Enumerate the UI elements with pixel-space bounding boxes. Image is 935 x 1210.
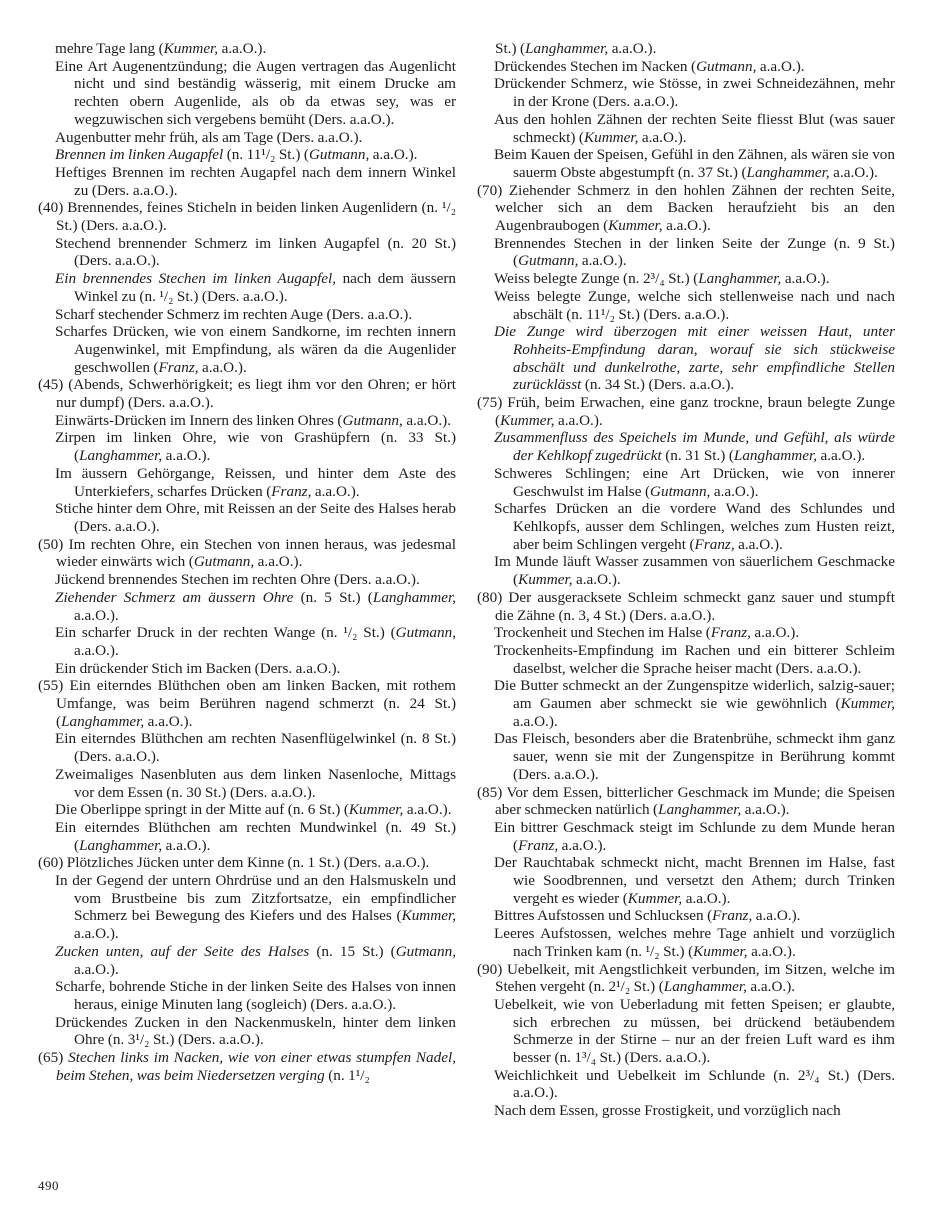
numbered-symptom-entry: (70) Ziehender Schmerz in den hohlen Zähnen der rechten Seite, welcher sich an dem Backen heraufzieht bis an den Augenbraubogen (Kummer, a.a.O.). — [477, 181, 895, 235]
symptom-entry: Brennen im linken Augapfel (n. 11¹/₂ St.) (Gutmann, a.a.O.). — [55, 146, 418, 164]
symptom-entry: Trockenheits-Empfindung im Rachen und ein bitterer Schleim daselbst, welcher die Sprache heiser macht (Ders. a.a.O.). — [494, 641, 895, 677]
symptom-entry: Jückend brennendes Stechen im rechten Ohre (Ders. a.a.O.). — [55, 571, 420, 589]
column-left — [38, 40, 456, 1120]
symptom-entry: Ein eiterndes Blüthchen am rechten Nasenflügelwinkel (n. 8 St.) (Ders. a.a.O.). — [55, 730, 456, 766]
symptom-entry: Ein drückender Stich im Backen (Ders. a.a.O.). — [55, 659, 341, 677]
symptom-entry: Schweres Schlingen; eine Art Drücken, wie von innerer Geschwulst im Halse (Gutmann, a.a.O.). — [494, 464, 895, 500]
numbered-symptom-entry: (50) Im rechten Ohre, ein Stechen von innen heraus, was jedesmal wieder einwärts wich (Gutmann, a.a.O.). — [38, 535, 456, 571]
symptom-entry: Ein scharfer Druck in der rechten Wange (n. ¹/₂ St.) (Gutmann, a.a.O.). — [55, 624, 456, 659]
symptom-entry: Beim Kauen der Speisen, Gefühl in den Zähnen, als wären sie von sauerm Obste abgestumpft (n. 37 St.) (Langhammer, a.a.O.). — [494, 146, 895, 181]
symptom-entry: Aus den hohlen Zähnen der rechten Seite fliesst Blut (was sauer schmeckt) (Kummer, a.a.O.). — [494, 110, 895, 146]
symptom-entry: Weichlichkeit und Uebelkeit im Schlunde (n. 2³/₄ St.) (Ders. a.a.O.). — [494, 1066, 895, 1102]
symptom-entry: Ein eiterndes Blüthchen am rechten Mundwinkel (n. 49 St.) (Langhammer, a.a.O.). — [55, 818, 456, 854]
symptom-entry: Augenbutter mehr früh, als am Tage (Ders. a.a.O.). — [55, 128, 363, 146]
symptom-entry: Ziehender Schmerz am äussern Ohre (n. 5 St.) (Langhammer, a.a.O.). — [55, 588, 456, 624]
symptom-entry: Drückender Schmerz, wie Stösse, in zwei Schneidezähnen, mehr in der Krone (Ders. a.a.O.). — [494, 75, 895, 111]
symptom-entry: Uebelkeit, wie von Ueberladung mit fetten Speisen; er glaubte, sich erbrechen zu müssen, bei drückend betäubendem Schmerze in der Stirne – nur an der freien Luft ward es ihm besser (n. 1³/₄ St.) (Ders. a.a.O.). — [494, 995, 895, 1067]
symptom-entry: Eine Art Augenentzündung; die Augen vertragen das Augenlicht nicht und sind beständig wässerig, mit einem Drucke am rechten obern Augenlide, als ob da etwas sey, was er wegzuwischen sich vergebens bemüht (Ders. a.a.O.). — [55, 57, 456, 128]
symptom-entry: Drückendes Stechen im Nacken (Gutmann, a.a.O.). — [494, 57, 805, 75]
symptom-entry: In der Gegend der untern Ohrdrüse und an den Halsmuskeln und vom Brustbeine bis zum Zitzfortsatze, ein empfindlicher Schmerz bei Bewegung des Kiefers und des Halses (Kummer, a.a.O.). — [55, 872, 456, 943]
symptom-entry: Scharfes Drücken, wie von einem Sandkorne, im rechten innern Augenwinkel, mit Empfindung, als wären da die Augenlider geschwollen (Franz, a.a.O.). — [55, 323, 456, 376]
symptom-entry: Das Fleisch, besonders aber die Bratenbrühe, schmeckt ihm ganz sauer, wenn sie mit der Zungenspitze in Berührung kommt (Ders. a.a.O.). — [494, 730, 895, 783]
symptom-entry: Einwärts-Drücken im Innern des linken Ohres (Gutmann, a.a.O.). — [55, 411, 452, 429]
numbered-symptom-entry: (65) Stechen links im Nacken, wie von einer etwas stumpfen Nadel, beim Stehen, was beim Niedersetzen verging (n. 1¹/₂ — [38, 1049, 456, 1084]
symptom-entry: Zusammenfluss des Speichels im Munde, und Gefühl, als würde der Kehlkopf zugedrückt (n. 31 St.) (Langhammer, a.a.O.). — [494, 429, 895, 465]
symptom-entry: Der Rauchtabak schmeckt nicht, macht Brennen im Halse, fast wie Soodbrennen, und versetzt den Athem; durch Trinken vergeht es wieder (Kummer, a.a.O.). — [494, 854, 895, 907]
numbered-symptom-entry: (60) Plötzliches Jücken unter dem Kinne (n. 1 St.) (Ders. a.a.O.). — [38, 854, 430, 872]
symptom-entry: Zucken unten, auf der Seite des Halses (n. 15 St.) (Gutmann, a.a.O.). — [55, 942, 456, 978]
symptom-entry: Scharf stechender Schmerz im rechten Auge (Ders. a.a.O.). — [55, 305, 413, 323]
numbered-symptom-entry: (90) Uebelkeit, mit Aengstlichkeit verbunden, im Sitzen, welche im Stehen vergeht (n. 2¹/₂ St.) (Langhammer, a.a.O.). — [477, 960, 895, 996]
symptom-entry: Die Zunge wird überzogen mit einer weissen Haut, unter Rohheits-Empfindung daran, worauf sie sich stückweise abschält und dunkelrothe, zarte, sehr empfindliche Stellen zurücklässt (n. 34 St.) (Ders. a.a.O.). — [494, 323, 895, 394]
symptom-entry: Im äussern Gehörgange, Reissen, und hinter dem Aste des Unterkiefers, scharfes Drücken (Franz, a.a.O.). — [55, 464, 456, 500]
symptom-entry: Ein bittrer Geschmack steigt im Schlunde zu dem Munde heran (Franz, a.a.O.). — [494, 818, 895, 854]
symptom-entry: Zirpen im linken Ohre, wie von Grashüpfern (n. 33 St.) (Langhammer, a.a.O.). — [55, 429, 456, 465]
symptom-entry: Scharfe, bohrende Stiche in der linken Seite des Halses von innen heraus, einige Minuten lang (sogleich) (Ders. a.a.O.). — [55, 978, 456, 1013]
numbered-symptom-entry: (40) Brennendes, feines Sticheln in beiden linken Augenlidern (n. ¹/₂ St.) (Ders. a.a.O.). — [38, 199, 456, 235]
symptom-entry: Drückendes Zucken in den Nackenmuskeln, hinter dem linken Ohre (n. 3¹/₂ St.) (Ders. a.a.O.). — [55, 1013, 456, 1049]
symptom-entry: Weiss belegte Zunge, welche sich stellenweise nach und nach abschält (n. 11¹/₂ St.) (Ders. a.a.O.). — [494, 287, 895, 323]
numbered-symptom-entry: (55) Ein eiterndes Blüthchen oben am linken Backen, mit rothem Umfange, was beim Berühren nagend schmerzt (n. 24 St.) (Langhammer, a.a.O.). — [38, 677, 456, 730]
symptom-entry: Im Munde läuft Wasser zusammen von säuerlichem Geschmacke (Kummer, a.a.O.). — [494, 553, 895, 589]
numbered-symptom-entry: (75) Früh, beim Erwachen, eine ganz trockne, braun belegte Zunge (Kummer, a.a.O.). — [477, 394, 895, 429]
symptom-entry: Nach dem Essen, grosse Frostigkeit, und vorzüglich nach — [494, 1102, 841, 1120]
symptom-entry: Zweimaliges Nasenbluten aus dem linken Nasenloche, Mittags vor dem Essen (n. 30 St.) (Ders. a.a.O.). — [55, 765, 456, 801]
symptom-entry: Weiss belegte Zunge (n. 2³/₄ St.) (Langhammer, a.a.O.). — [494, 270, 830, 288]
numbered-symptom-entry: (85) Vor dem Essen, bitterlicher Geschmack im Munde; die Speisen aber schmecken natürlich (Langhammer, a.a.O.). — [477, 783, 895, 819]
symptom-entry: Stechend brennender Schmerz im linken Augapfel (n. 20 St.) (Ders. a.a.O.). — [55, 234, 456, 270]
numbered-symptom-entry: (80) Der ausgeracksete Schleim schmeckt ganz sauer und stumpft die Zähne (n. 3, 4 St.) (Ders. a.a.O.). — [477, 588, 895, 624]
symptom-entry: Heftiges Brennen im rechten Augapfel nach dem innern Winkel zu (Ders. a.a.O.). — [55, 163, 456, 199]
symptom-entry: Brennendes Stechen in der linken Seite der Zunge (n. 9 St.) (Gutmann, a.a.O.). — [494, 234, 895, 270]
symptom-entry: Scharfes Drücken an die vordere Wand des Schlundes und Kehlkopfs, ausser dem Schlingen, welches zum Husten reizt, aber beim Schlingen vergeht (Franz, a.a.O.). — [494, 500, 895, 553]
symptom-entry: mehre Tage lang (Kummer, a.a.O.). — [55, 40, 267, 57]
symptom-entry: Leeres Aufstossen, welches mehre Tage anhielt und vorzüglich nach Trinken kam (n. ¹/₂ St.) (Kummer, a.a.O.). — [494, 925, 895, 960]
page-number: 490 — [38, 1178, 59, 1193]
symptom-entry: Die Butter schmeckt an der Zungenspitze widerlich, salzig-sauer; am Gaumen aber schmeckt sie wie gewöhnlich (Kummer, a.a.O.). — [494, 677, 895, 730]
numbered-symptom-entry: (45) (Abends, Schwerhörigkeit; es liegt ihm vor den Ohren; er hört nur dumpf) (Ders. a.a.O.). — [38, 376, 456, 412]
symptom-entry: Stiche hinter dem Ohre, mit Reissen an der Seite des Halses herab (Ders. a.a.O.). — [55, 500, 456, 535]
symptom-entry: Trockenheit und Stechen im Halse (Franz, a.a.O.). — [494, 624, 800, 642]
symptom-entry: Bittres Aufstossen und Schlucksen (Franz, a.a.O.). — [494, 907, 801, 925]
symptom-entry: Ein brennendes Stechen im linken Augapfel, nach dem äussern Winkel zu (n. ¹/₂ St.) (Ders. a.a.O.). — [55, 270, 456, 305]
symptom-entry: St.) (Langhammer, a.a.O.). — [495, 40, 657, 57]
symptom-entry: Die Oberlippe springt in der Mitte auf (n. 6 St.) (Kummer, a.a.O.). — [55, 801, 452, 819]
column-right — [477, 40, 895, 1120]
